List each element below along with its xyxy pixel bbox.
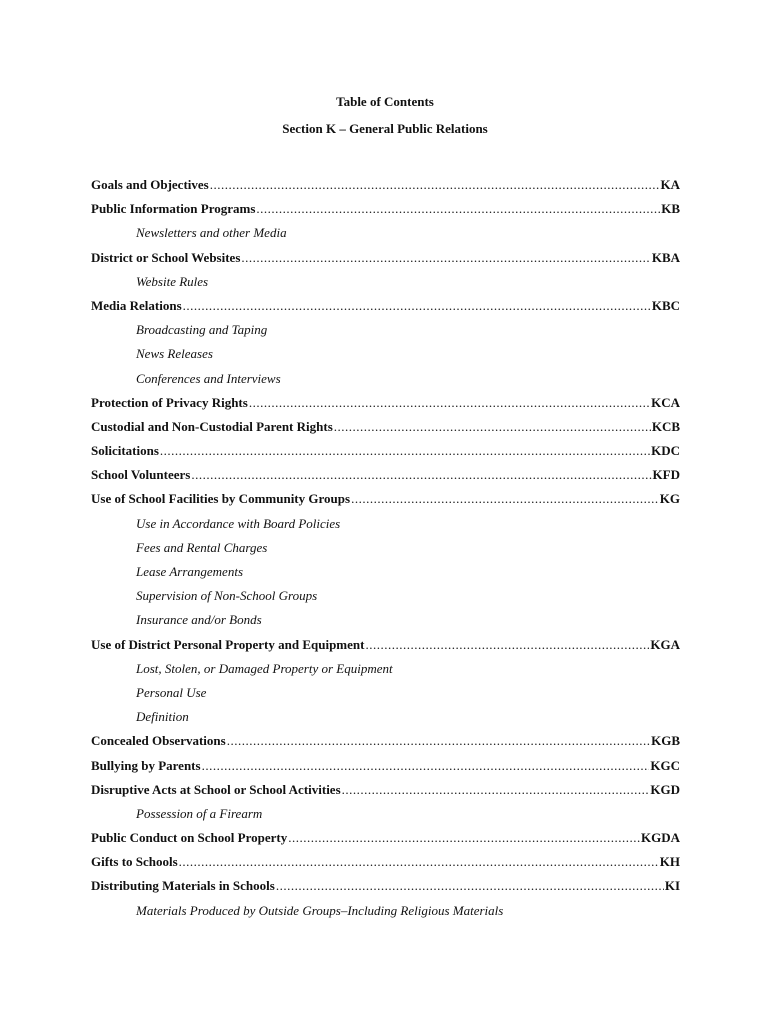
toc-subentry [91, 806, 680, 830]
toc-entry [91, 177, 680, 201]
document-title: Table of Contents [336, 94, 434, 109]
toc-subentry-label: Website Rules [136, 273, 209, 289]
toc-subentry-label: Fees and Rental Charges [136, 539, 268, 555]
dot-leader [183, 298, 651, 314]
toc-subentry-label: Insurance and/or Bonds [136, 612, 262, 628]
toc-entry [91, 201, 680, 225]
dot-leader [288, 830, 640, 846]
table-of-contents [91, 177, 680, 927]
dot-leader [210, 177, 660, 193]
toc-entry-label: Custodial and Non-Custodial Parent Rights [91, 418, 333, 434]
toc-entry-line [91, 491, 680, 507]
toc-entry-label: Solicitations [91, 443, 159, 459]
dot-leader [179, 854, 659, 870]
toc-entry-line [91, 443, 680, 459]
toc-entry-label: Bullying by Parents [91, 757, 201, 773]
toc-subentry [91, 274, 680, 298]
dot-leader [365, 637, 649, 653]
toc-subentry [91, 371, 680, 395]
document-subtitle: Section K – General Public Relations [282, 121, 488, 136]
toc-subentry-label: Use in Accordance with Board Policies [136, 515, 341, 531]
toc-entry-code: KGD [650, 781, 680, 797]
toc-entry-label: District or School Websites [91, 249, 241, 265]
toc-entry [91, 637, 680, 661]
toc-entry [91, 250, 680, 274]
toc-subentry [91, 588, 680, 612]
toc-subentry [91, 564, 680, 588]
toc-entry-code: KFD [652, 467, 680, 483]
dot-leader [351, 491, 659, 507]
toc-entry-label: Disruptive Acts at School or School Activities [91, 781, 341, 797]
toc-subentry [91, 225, 680, 249]
toc-subentry [91, 346, 680, 370]
dot-leader [256, 201, 660, 217]
toc-entry-code: KB [661, 201, 680, 217]
toc-subentry-label: Lost, Stolen, or Damaged Property or Equipment [136, 660, 393, 676]
toc-entry-code: KCB [651, 418, 680, 434]
dot-leader [249, 395, 650, 411]
toc-entry-label: School Volunteers [91, 467, 191, 483]
toc-entry [91, 854, 680, 878]
toc-entry-line [91, 201, 680, 217]
toc-entry-code: KCA [651, 394, 680, 410]
toc-entry-label: Goals and Objectives [91, 177, 209, 192]
toc-entry-label: Gifts to Schools [91, 854, 178, 870]
dot-leader [191, 467, 651, 483]
toc-entry-line [91, 854, 680, 870]
toc-entry-code: KGC [650, 757, 680, 773]
dot-leader [241, 250, 650, 266]
toc-entry [91, 298, 680, 322]
toc-entry-line [91, 878, 680, 894]
dot-leader [202, 758, 650, 774]
toc-entry-code: KG [659, 491, 680, 507]
toc-entry-line [91, 395, 680, 411]
toc-entry-line [91, 250, 680, 266]
toc-entry-label: Distributing Materials in Schools [91, 878, 275, 894]
toc-subentry-label: Materials Produced by Outside Groups–Including Religious Materials [136, 902, 504, 918]
toc-entry-line [91, 419, 680, 435]
toc-entry-line [91, 830, 680, 846]
toc-entry-line [91, 758, 680, 774]
dot-leader [227, 733, 650, 749]
toc-entry [91, 758, 680, 782]
toc-entry-code: KH [659, 854, 680, 870]
toc-entry-code: KGB [651, 733, 680, 749]
toc-entry-line [91, 733, 680, 749]
toc-entry [91, 443, 680, 467]
toc-subentry [91, 322, 680, 346]
toc-entry-code: KA [660, 177, 680, 192]
toc-entry-code: KBC [651, 297, 680, 313]
toc-entry [91, 467, 680, 491]
toc-subentry-label: Personal Use [136, 684, 207, 700]
toc-subentry-label: Conferences and Interviews [136, 370, 281, 386]
dot-leader [342, 782, 650, 798]
toc-subentry [91, 540, 680, 564]
toc-subentry-label: News Releases [136, 346, 213, 362]
toc-subentry-label: Possession of a Firearm [136, 805, 263, 821]
toc-subentry [91, 516, 680, 540]
toc-entry-label: Use of School Facilities by Community Groups [91, 491, 351, 507]
toc-entry [91, 830, 680, 854]
toc-subentry-label: Definition [136, 709, 189, 725]
toc-subentry [91, 709, 680, 733]
toc-subentry-label: Lease Arrangements [136, 564, 244, 579]
toc-entry [91, 395, 680, 419]
toc-entry-label: Protection of Privacy Rights [91, 394, 248, 410]
toc-entry-label: Concealed Observations [91, 733, 226, 749]
toc-subentry-label: Broadcasting and Taping [136, 322, 268, 338]
dot-leader [276, 878, 664, 894]
toc-subentry [91, 685, 680, 709]
toc-entry [91, 878, 680, 902]
toc-entry-code: KI [664, 878, 680, 894]
toc-entry-code: KGDA [641, 830, 680, 846]
toc-subentry-label: Supervision of Non-School Groups [136, 588, 318, 604]
toc-entry-code: KDC [651, 443, 680, 459]
toc-entry-label: Public Conduct on School Property [91, 830, 288, 846]
toc-entry [91, 419, 680, 443]
toc-entry-line [91, 177, 680, 193]
toc-entry-label: Media Relations [91, 297, 182, 313]
toc-subentry [91, 661, 680, 685]
toc-entry-label: Public Information Programs [91, 201, 256, 217]
toc-subentry [91, 903, 680, 927]
toc-subentry [91, 612, 680, 636]
toc-entry-label: Use of District Personal Property and Equipment [91, 636, 365, 652]
toc-entry-line [91, 467, 680, 483]
toc-entry-line [91, 637, 680, 653]
toc-entry [91, 782, 680, 806]
toc-subentry-label: Newsletters and other Media [136, 225, 287, 241]
dot-leader [334, 419, 651, 435]
toc-entry-line [91, 298, 680, 314]
dot-leader [160, 443, 650, 459]
toc-entry-code: KBA [651, 249, 680, 265]
toc-entry-line [91, 782, 680, 798]
toc-entry-code: KGA [650, 636, 680, 652]
toc-entry [91, 733, 680, 757]
toc-entry [91, 491, 680, 515]
